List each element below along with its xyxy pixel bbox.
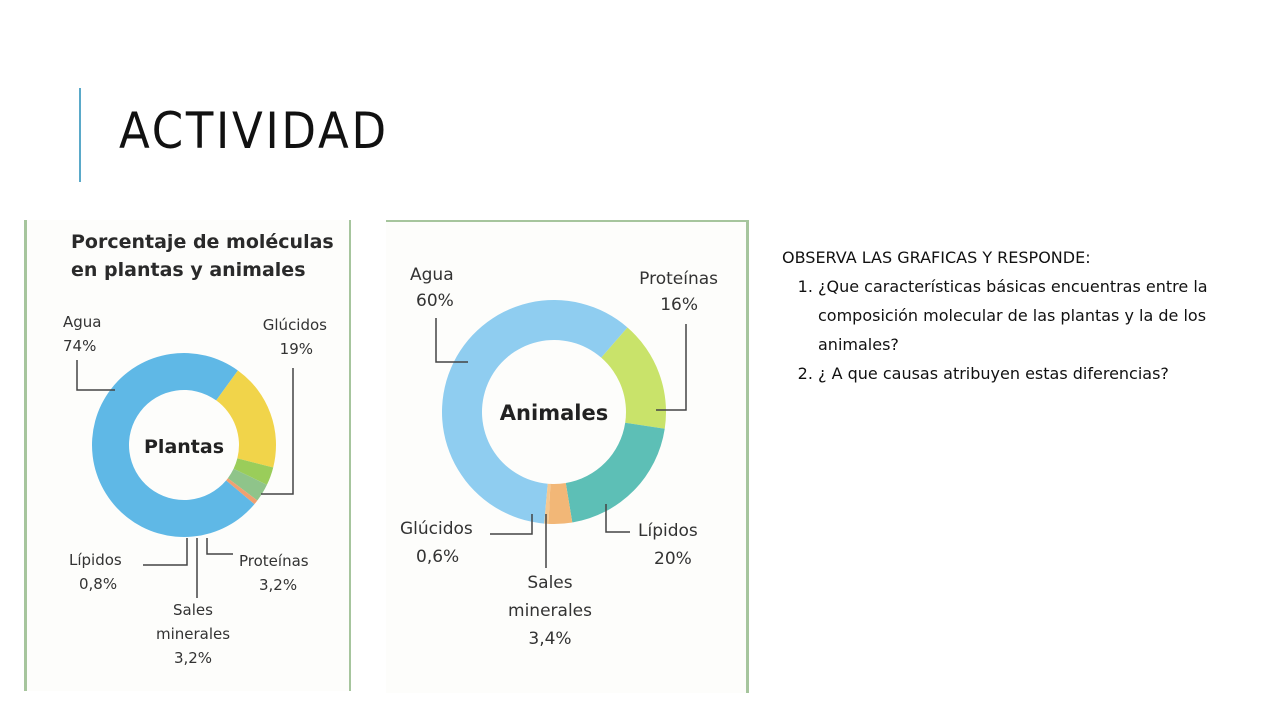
plants-value-sales: 3,2%	[173, 649, 213, 667]
questions-list	[782, 272, 1252, 388]
question-item: 2. ¿ A que causas atribuyen estas diferencias?	[818, 359, 1252, 388]
animals-label-lipidos: Lípidos	[638, 521, 698, 541]
plants-leader-agua	[77, 360, 115, 390]
plants-label-lipidos: Lípidos	[69, 551, 122, 569]
animals-slice-2	[566, 423, 665, 523]
animals-value-glucidos: 0,6%	[416, 547, 460, 567]
animals-label-agua: Agua	[410, 265, 454, 285]
chart-title-line-2: en plantas y animales	[71, 259, 306, 281]
plants-label-minerales: minerales	[155, 625, 231, 643]
plants-value-glucidos: 19%	[279, 340, 313, 358]
animals-label-glucidos: Glúcidos	[400, 519, 473, 539]
plants-label-glucidos: Glúcidos	[262, 316, 327, 334]
animals-label-proteinas: Proteínas	[639, 269, 718, 289]
animals-value-sales: 3,4%	[528, 629, 572, 649]
plants-donut-chart	[27, 220, 349, 691]
plants-label-agua: Agua	[63, 313, 102, 331]
plants-leader-proteinas	[207, 538, 233, 554]
animals-chart-panel	[386, 220, 749, 693]
slide-title: ACTIVIDAD	[119, 102, 389, 160]
plants-chart-panel	[24, 220, 351, 691]
animals-label-minerales: minerales	[508, 601, 592, 621]
question-item: 1. ¿Que características básicas encuentras entre la composición molecular de las plantas y la de los animales?	[818, 272, 1252, 359]
plants-value-lipidos: 0,8%	[79, 575, 118, 593]
plants-value-agua: 74%	[63, 337, 97, 355]
animals-label-sales: Sales	[527, 573, 573, 593]
animals-value-proteinas: 16%	[660, 295, 698, 315]
animals-donut-chart	[386, 222, 746, 693]
plants-center-label: Plantas	[144, 436, 224, 458]
instructions-block	[782, 243, 1252, 388]
plants-value-proteinas: 3,2%	[259, 576, 298, 594]
plants-label-sales: Sales	[173, 601, 213, 619]
animals-value-lipidos: 20%	[654, 549, 692, 569]
animals-value-agua: 60%	[416, 291, 454, 311]
animals-center-label: Animales	[499, 401, 609, 425]
plants-leader-lipidos	[143, 538, 187, 565]
instructions-heading: OBSERVA LAS GRAFICAS Y RESPONDE:	[782, 248, 1091, 267]
title-accent-bar	[79, 88, 81, 182]
chart-title-line-1: Porcentaje de moléculas	[71, 231, 334, 253]
plants-label-proteinas: Proteínas	[239, 552, 309, 570]
